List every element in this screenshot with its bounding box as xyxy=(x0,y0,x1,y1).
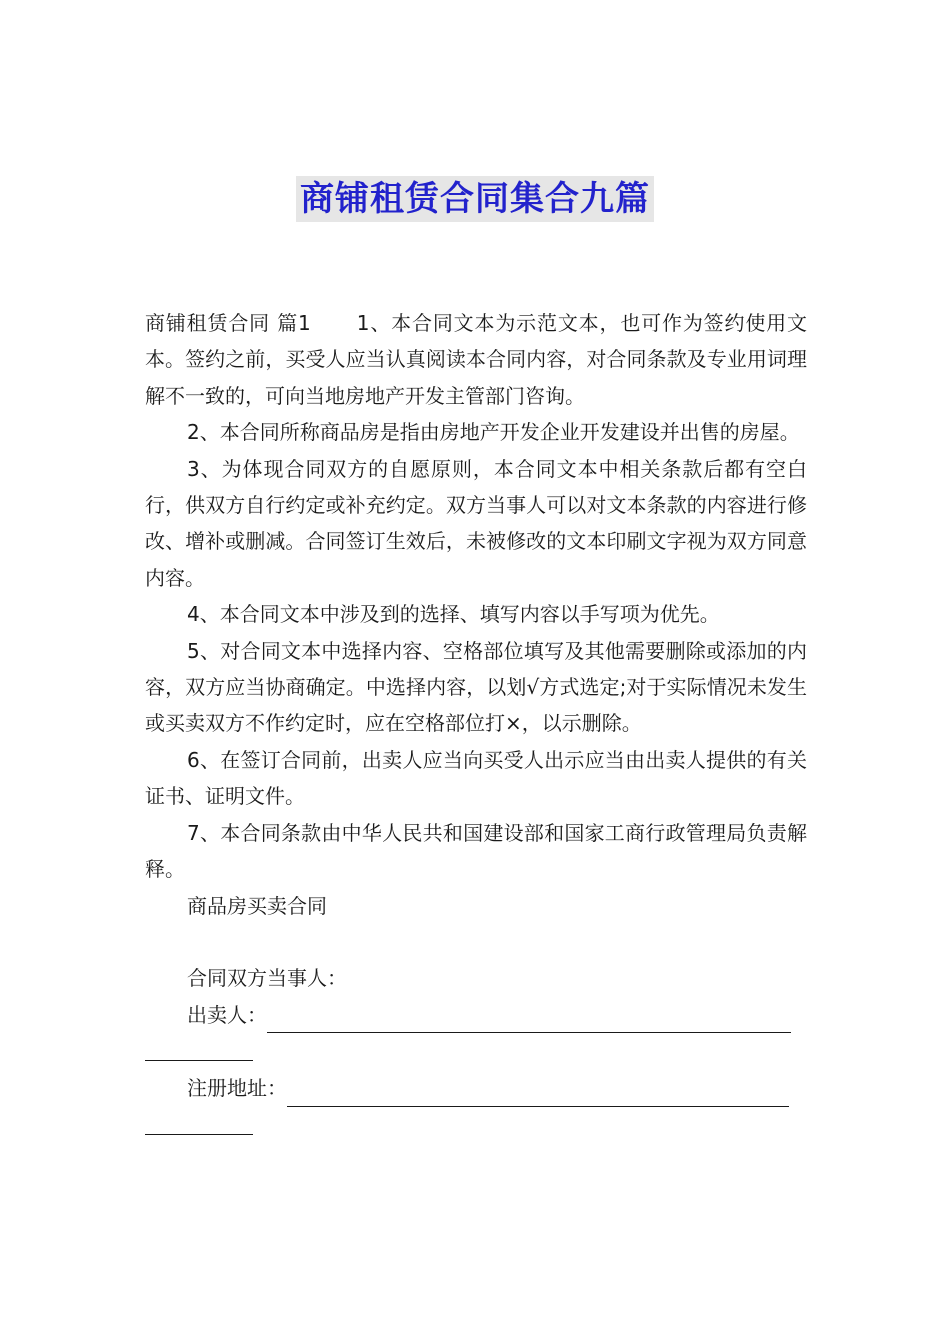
intro-label: 商铺租赁合同 篇1 xyxy=(145,311,311,335)
paragraph-5: 5、对合同文本中选择内容、空格部位填写及其他需要删除或添加的内容，双方应当协商确定。中选择内容，以划√方式选定;对于实际情况未发生或买卖双方不作约定时，应在空格部位打×，以示删除。 xyxy=(145,638,807,736)
paragraph-1 xyxy=(145,305,807,414)
seller-underline-continued[interactable] xyxy=(145,1033,253,1061)
seller-field xyxy=(145,997,807,1033)
address-label: 注册地址： xyxy=(187,1076,287,1101)
blank-line xyxy=(145,924,807,960)
title-container xyxy=(0,176,950,222)
document-title: 商铺租赁合同集合九篇 xyxy=(296,176,654,222)
paragraph-4: 4、本合同文本中涉及到的选择、填写内容以手写项为优先。 xyxy=(187,602,720,627)
parties-label: 合同双方当事人： xyxy=(187,966,347,991)
seller-label: 出卖人： xyxy=(187,1002,267,1027)
address-field xyxy=(145,1070,807,1106)
paragraph-2: 2、本合同所称商品房是指由房地产开发企业开发建设并出售的房屋。 xyxy=(187,420,800,445)
address-underline[interactable] xyxy=(287,1080,789,1107)
paragraph-6: 6、在签订合同前，出卖人应当向买受人出示应当由出卖人提供的有关证书、证明文件。 xyxy=(145,747,807,809)
paragraph-3: 3、为体现合同双方的自愿原则，本合同文本中相关条款后都有空白行，供双方自行约定或补充约定。双方当事人可以对文本条款的内容进行修改、增补或删减。合同签订生效后，未被修改的文本印刷文字视为双方同意内容。 xyxy=(145,456,807,590)
seller-underline[interactable] xyxy=(267,1006,791,1033)
contract-subtitle: 商品房买卖合同 xyxy=(187,893,327,918)
address-underline-continued[interactable] xyxy=(145,1107,253,1135)
paragraph-7: 7、本合同条款由中华人民共和国建设部和国家工商行政管理局负责解释。 xyxy=(145,820,807,882)
document-body xyxy=(145,305,807,1144)
paragraph-1-text: 1、本合同文本为示范文本，也可作为签约使用文本。签约之前，买受人应当认真阅读本合同内容，对合同条款及专业用词理解不一致的，可向当地房地产开发主管部门咨询。 xyxy=(145,311,807,408)
